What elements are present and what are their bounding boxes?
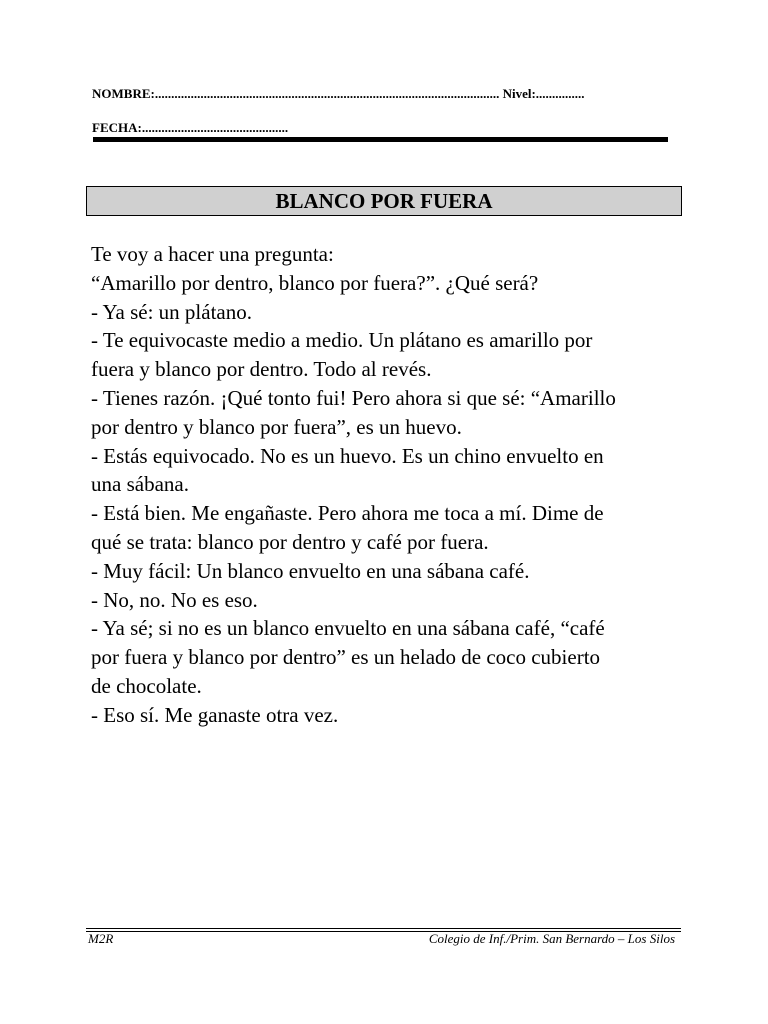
story-line: - Eso sí. Me ganaste otra vez. bbox=[91, 702, 339, 727]
story-line: - Muy fácil: Un blanco envuelto en una sábana café. bbox=[91, 558, 530, 583]
story-line: - Tienes razón. ¡Qué tonto fui! Pero ahora si que sé: “Amarillo bbox=[91, 385, 616, 410]
story-line: una sábana. bbox=[91, 472, 189, 497]
story-line: - Ya sé; si no es un blanco envuelto en una sábana café, “café bbox=[91, 616, 605, 641]
story-line: por fuera y blanco por dentro” es un helado de coco cubierto bbox=[91, 645, 601, 670]
footer-code: M2R bbox=[88, 931, 114, 946]
story-line: de chocolate. bbox=[91, 673, 202, 698]
story-line: Te voy a hacer una pregunta: bbox=[91, 242, 334, 266]
story-text bbox=[91, 240, 691, 730]
footer-divider-top bbox=[86, 928, 681, 929]
story-line: - Está bien. Me engañaste. Pero ahora me toca a mí. Dime de bbox=[91, 501, 604, 526]
story-line: - Estás equivocado. No es un huevo. Es un chino envuelto en bbox=[91, 443, 604, 468]
story-line: - Ya sé: un plátano. bbox=[91, 299, 252, 324]
story-line: - No, no. No es eso. bbox=[91, 587, 258, 612]
story-line: por dentro y blanco por fuera”, es un huevo. bbox=[91, 414, 462, 439]
story-line: fuera y blanco por dentro. Todo al revés. bbox=[91, 357, 432, 382]
page-title: BLANCO POR FUERA bbox=[86, 186, 682, 216]
footer-school-name: Colegio de Inf./Prim. San Bernardo – Los Silos bbox=[428, 931, 675, 946]
story-line: “Amarillo por dentro, blanco por fuera?”. ¿Qué será? bbox=[91, 270, 539, 295]
header-divider bbox=[93, 137, 668, 142]
story-line: - Te equivocaste medio a medio. Un plátano es amarillo por bbox=[91, 328, 593, 353]
nombre-nivel-line: NOMBRE:.......................................................................................................... Nivel:............... bbox=[92, 86, 585, 101]
story-line: qué se trata: blanco por dentro y café por fuera. bbox=[91, 529, 489, 554]
fecha-line: FECHA:............................................. bbox=[92, 120, 289, 135]
